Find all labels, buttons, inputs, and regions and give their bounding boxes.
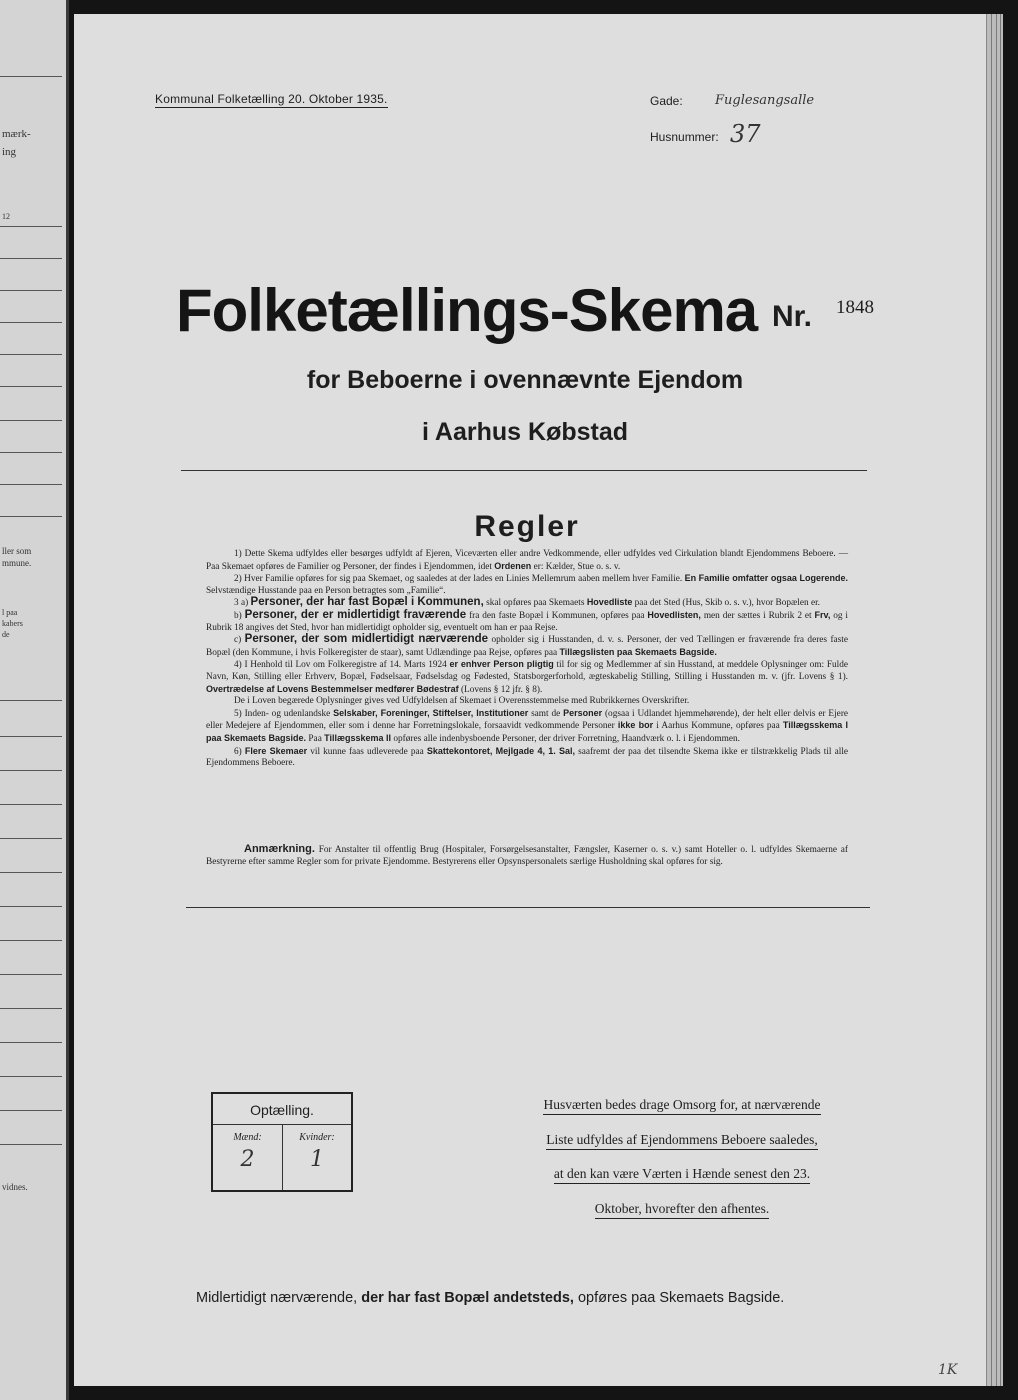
corner-mark: 1K [938,1362,958,1378]
rule-3a: 3 a) Personer, der har fast Bopæl i Kommunen, skal opføres paa Skemaets Hovedliste paa det Sted (Hus, Skib o. s. v.), hvor Bopælen er. [234,596,820,609]
rules-text [206,549,848,770]
divider [0,838,62,839]
divider [181,470,867,471]
count-box-title: Optælling. [213,1094,351,1125]
street-value: Fuglesangsalle [715,93,815,108]
fragment-text: l paa [2,608,18,617]
fragment-text: kabers [2,619,23,628]
divider [0,770,62,771]
divider [0,226,62,227]
count-box [211,1092,353,1192]
fragment-text: mærk- [2,128,31,140]
instruction-line: Husværten bedes drage Omsorg for, at nærværende [516,1097,848,1113]
house-number-value: 37 [730,120,761,148]
note-text: Anmærkning. For Anstalter til offentlig Brug (Hospitaler, Forsørgelsesanstalter, Fængsler, Kaserner o. s. v.) samt Hoteller o. l. udfyldes Skemaerne af Bestyrerne efter samme Regler som for private Ejendomme. Bestyrerens eller Opsynspersonalets særlige Husholdning skal opføres for sig. [206,843,848,867]
divider [0,872,62,873]
divider [0,1110,62,1111]
instruction-line: at den kan være Værten i Hænde senest den 23. [516,1166,848,1182]
page-stack-edge [986,14,1003,1386]
rule-2: 2) Hver Familie opføres for sig paa Skemaet, og saaledes at der lades en Linies Mellemrum aaben mellem hver Familie. En Familie omfatter ogsaa Logerende. Selvstændige Husstande paa en Person betragtes som „Familie“. [206,573,848,596]
house-number-label: Husnummer: [650,130,719,144]
previous-page-edge [0,0,69,1400]
rule-4b: De i Loven begærede Oplysninger gives ved Udfyldelsen af Skemaet i Overensstemmelse med Rubrikkernes Overskrifter. [234,696,690,707]
instruction-line: Liste udfyldes af Ejendommens Beboere saaledes, [516,1132,848,1148]
fragment-text: mmune. [2,558,32,568]
divider [0,1042,62,1043]
street-label: Gade: [650,94,683,108]
women-label: Kvinder: [299,1132,335,1143]
schema-number-value: 1848 [836,297,874,318]
divider [0,906,62,907]
divider [0,452,62,453]
women-count-cell[interactable] [283,1125,351,1190]
page-title: Folketællings-Skema [176,277,758,344]
rule-5: 5) Inden- og udenlandske Selskaber, Foreninger, Stiftelser, Institutioner samt de Personer (ogsaa i Udlandet hjemmehørende), der helt eller delvis er Ejere eller Medejere af Ejendommen, eller som i denne har Forretningslokale, forsaavidt vedkommende Personer ikke bor i Aarhus Kommune, opføres paa Tillægsskema I paa Skemaets Bagside. Paa Tillægsskema II opføres alle indenbysboende Personer, der driver Forretning, Haandværk o. l. i Ejendommen. [206,707,849,744]
subtitle: for Beboerne i ovennævnte Ejendom [306,366,744,394]
divider [0,290,62,291]
fragment-text: ller som [2,546,32,556]
rules-heading: Regler [474,510,580,543]
rule-3b: b) Personer, der er midlertidigt fraværende fra den faste Bopæl i Kommunen, opføres paa Hovedlisten, men der sættes i Rubrik 2 et Frv, og i Rubrik 18 angives det Sted, hvor han midlertidigt opholder sig, eventuelt om han er paa Rejse. [206,608,849,633]
fragment-text: ing [2,146,17,158]
note-label: Anmærkning. [244,843,315,855]
fragment-text: vidnes. [2,1182,28,1192]
divider [0,1008,62,1009]
divider [0,484,62,485]
divider [0,940,62,941]
divider [0,354,62,355]
divider [0,736,62,737]
schema-number-label: Nr. [772,300,813,333]
census-title: Kommunal Folketælling 20. Oktober 1935. [155,92,388,106]
divider [0,700,62,701]
instruction-line: Oktober, hvorefter den afhentes. [516,1201,848,1217]
subtitle-city: i Aarhus Købstad [421,418,629,446]
divider [0,1076,62,1077]
men-count-cell[interactable] [213,1125,282,1190]
divider [0,322,62,323]
divider [0,258,62,259]
footer-note: Midlertidigt nærværende, der har fast Bopæl andetsteds, opføres paa Skemaets Bagside. [196,1290,785,1306]
divider [0,76,62,77]
rule-6: 6) Flere Skemaer vil kunne faas udleverede paa Skattekontoret, Mejlgade 4, 1. Sal, saafremt der paa det tilsendte Skema ikke er tilstrækkelig Plads til alle Ejendommens Beboere. [206,745,849,769]
men-count-value: 2 [240,1147,255,1172]
women-count-value: 1 [310,1147,324,1172]
divider [186,907,870,908]
divider [0,974,62,975]
rule-3c: c) Personer, der som midlertidigt nærværende opholder sig i Husstanden, d. v. s. Personer, der ved Tællingen er fraværende fra deres faste Bopæl (den Kommune, i hvis Folkeregister de staar), samt Udlændinge paa Rejse, opføres paa Tillægslisten paa Skemaets Bagside. [206,633,848,658]
rule-4: 4) I Henhold til Lov om Folkeregistre af 14. Marts 1924 er enhver Person pligtig til for sig og Medlemmer af sin Husstand, at meddele Oplysninger om: Fulde Navn, Køn, Stilling eller Erhverv, Bopæl, Fødselsaar, Fødselsdag og Fødested, Statsborgerforhold, ægteskabelig Stilling, Stilling i Husstanden m. v. (jfr. Lovens § 1). Overtrædelse af Lovens Bestemmelser medfører Bødestraf (Lovens § 12 jfr. § 8). [206,659,848,695]
fragment-text: de [2,630,10,639]
divider [0,1144,62,1145]
men-label: Mænd: [233,1132,262,1143]
rule-1: 1) Dette Skema udfyldes eller besørges udfyldt af Ejeren, Viceværten eller andre Vedkommende, eller udfyldes ved Cirkulation blandt Ejendommens Beboere. — Paa Skemaet opføres de Familier og Personer, der findes i Ejendommen, idet Ordenen er: Kælder, Stue o. s. v. [206,549,848,572]
fragment-text: 12 [2,212,10,221]
divider [0,804,62,805]
